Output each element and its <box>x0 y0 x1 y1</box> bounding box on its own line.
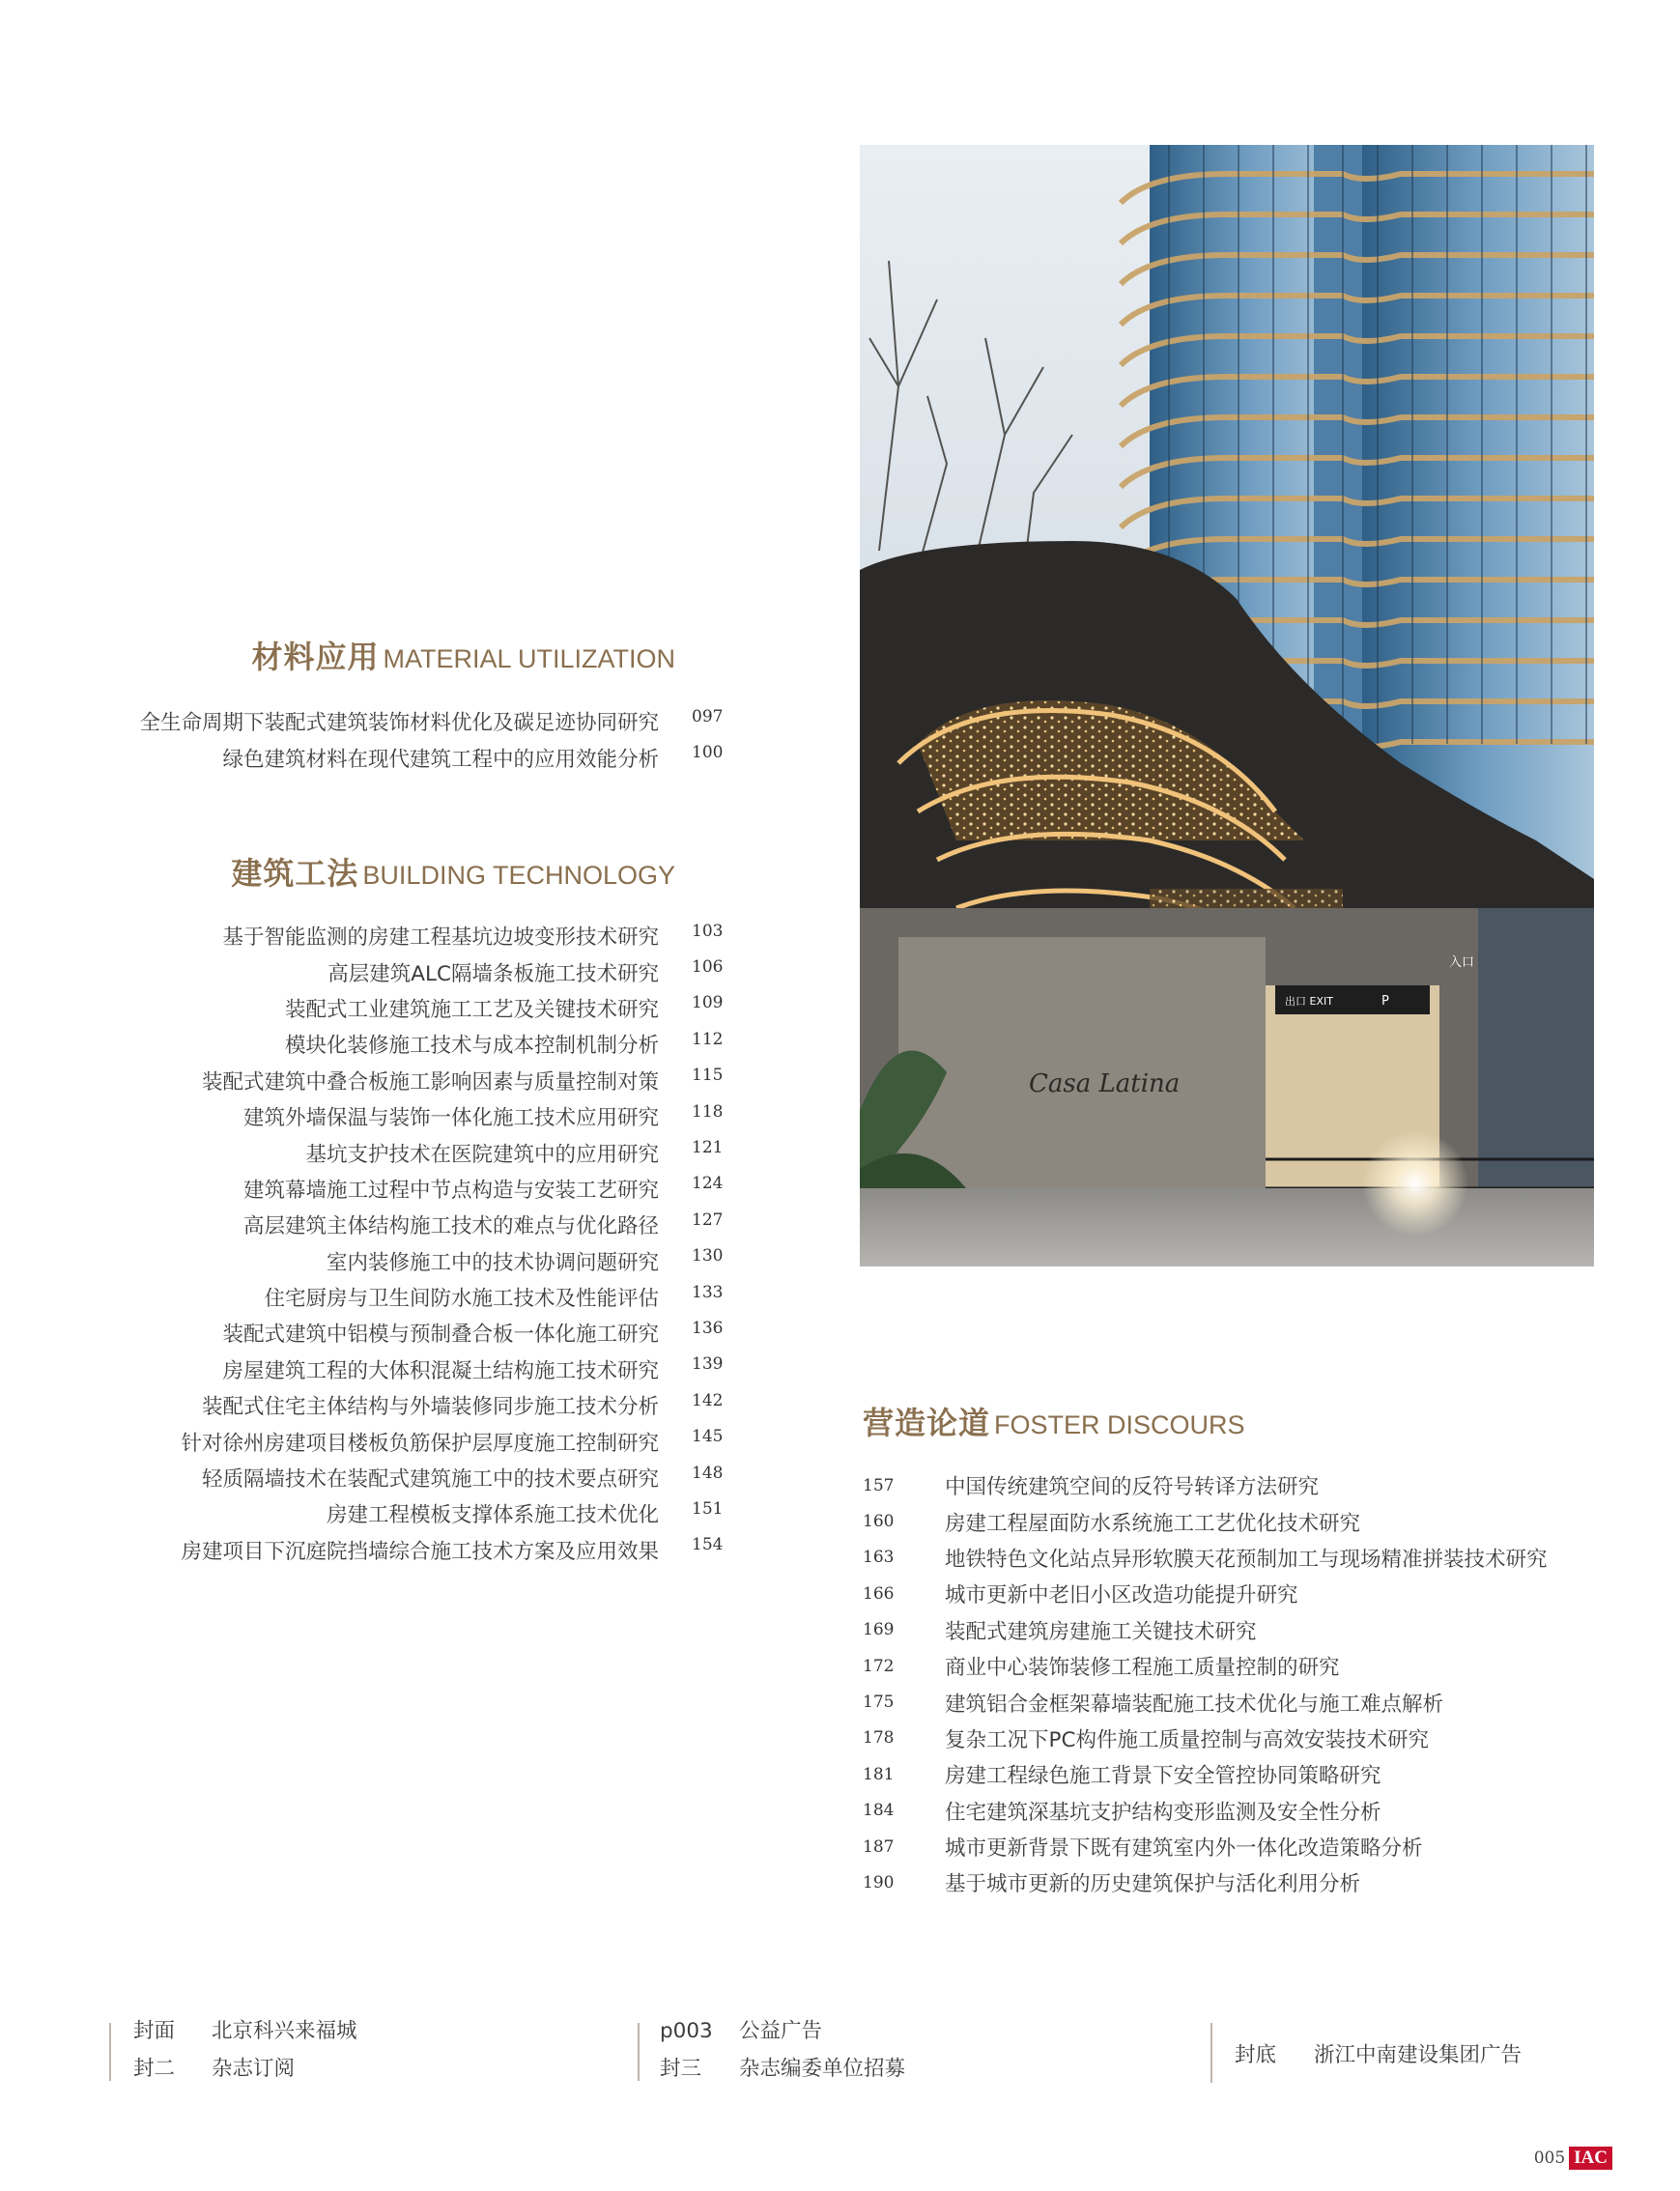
toc-entry[interactable] <box>863 1684 1548 1720</box>
toc-entry-title: 高层建筑主体结构施工技术的难点与优化路径 <box>242 1214 659 1239</box>
toc-entry-title: 基于智能监测的房建工程基坑边坡变形技术研究 <box>222 925 659 951</box>
toc-entry-title: 室内装修施工中的技术协调问题研究 <box>326 1250 659 1275</box>
toc-entry[interactable] <box>863 1756 1548 1792</box>
toc-entry-page: 169 <box>863 1620 895 1640</box>
toc-entry-title: 装配式工业建筑施工工艺及关键技术研究 <box>284 997 659 1022</box>
section-title-foster <box>863 1405 1245 1441</box>
section-title-en: BUILDING TECHNOLOGY <box>362 861 675 890</box>
toc-entry[interactable] <box>181 1495 730 1531</box>
toc-entry-page: 175 <box>863 1693 895 1713</box>
entrance-sign: 入口 <box>1449 955 1475 970</box>
footer-key: 封三 <box>660 2057 702 2081</box>
toc-entry[interactable] <box>181 1207 730 1242</box>
toc-entry-page: 151 <box>692 1498 724 1519</box>
footer-item <box>660 2059 905 2080</box>
toc-entry-title: 建筑幕墙施工过程中节点构造与安装工艺研究 <box>242 1178 659 1203</box>
footer-value: 杂志编委单位招募 <box>739 2057 906 2081</box>
toc-entry-page: 142 <box>692 1390 724 1410</box>
toc-entry-title: 基坑支护技术在医院建筑中的应用研究 <box>305 1142 659 1167</box>
toc-entry-page: 100 <box>692 743 724 763</box>
toc-entry-title: 建筑铝合金框架幕墙装配施工技术优化与施工难点解析 <box>945 1692 1444 1717</box>
toc-entry-title: 建筑外墙保温与装饰一体化施工技术应用研究 <box>242 1106 659 1131</box>
toc-entry[interactable] <box>863 1864 1548 1900</box>
toc-entry[interactable] <box>181 1243 730 1279</box>
toc-entry-page: 133 <box>692 1282 724 1302</box>
toc-entry-title: 住宅建筑深基坑支护结构变形监测及安全性分析 <box>945 1800 1381 1825</box>
footer-key: p003 <box>660 2019 713 2043</box>
section-title-cn: 营造论道 <box>863 1405 991 1441</box>
toc-entry-page: 184 <box>863 1801 895 1821</box>
toc-entry-page: 187 <box>863 1836 895 1857</box>
toc-entry[interactable] <box>139 703 730 739</box>
section-title-en: FOSTER DISCOURS <box>994 1410 1245 1439</box>
toc-entry[interactable] <box>863 1829 1548 1864</box>
toc-entry-title: 装配式建筑中叠合板施工影响因素与质量控制对策 <box>201 1069 659 1095</box>
toc-entry-title: 住宅厨房与卫生间防水施工技术及性能评估 <box>264 1287 659 1312</box>
footer-item <box>133 2021 357 2042</box>
toc-entry-title: 装配式住宅主体结构与外墙装修同步施工技术分析 <box>201 1395 659 1420</box>
toc-entry-page: 130 <box>692 1246 724 1266</box>
toc-list-building <box>181 918 730 1568</box>
toc-entry-title: 中国传统建筑空间的反符号转译方法研究 <box>945 1475 1320 1500</box>
toc-entry[interactable] <box>863 1467 1548 1503</box>
toc-entry[interactable] <box>863 1721 1548 1756</box>
toc-entry-page: 127 <box>692 1209 724 1230</box>
footer-divider <box>1210 2023 1212 2083</box>
section-title-en: MATERIAL UTILIZATION <box>383 644 675 673</box>
toc-entry-page: 178 <box>863 1728 895 1749</box>
section-title-cn: 材料应用 <box>251 639 380 675</box>
toc-entry[interactable] <box>863 1793 1548 1829</box>
toc-entry-page: 181 <box>863 1764 895 1784</box>
toc-entry[interactable] <box>181 1352 730 1387</box>
footer-divider <box>638 2023 640 2081</box>
toc-list-material <box>139 703 730 776</box>
toc-entry-title: 复杂工况下PC构件施工质量控制与高效安装技术研究 <box>945 1727 1429 1752</box>
toc-entry[interactable] <box>181 990 730 1026</box>
toc-entry-page: 157 <box>863 1475 895 1495</box>
toc-entry[interactable] <box>863 1612 1548 1648</box>
lobby-signage: Casa Latina <box>1029 1069 1181 1098</box>
toc-entry[interactable] <box>863 1648 1548 1684</box>
toc-entry-title: 针对徐州房建项目楼板负筋保护层厚度施工控制研究 <box>181 1431 659 1456</box>
toc-list-foster <box>863 1467 1548 1901</box>
toc-entry-page: 097 <box>692 706 724 726</box>
toc-entry[interactable] <box>863 1576 1548 1611</box>
toc-entry[interactable] <box>181 953 730 989</box>
toc-entry-page: 148 <box>692 1463 724 1483</box>
footer-item <box>1235 2045 1522 2066</box>
section-title-cn: 建筑工法 <box>231 855 359 892</box>
magazine-logo: IAC <box>1569 2147 1612 2170</box>
toc-entry-page: 106 <box>692 957 724 978</box>
footer-key: 封二 <box>133 2057 176 2081</box>
toc-entry[interactable] <box>181 1532 730 1568</box>
toc-entry-title: 装配式建筑房建施工关键技术研究 <box>945 1619 1257 1644</box>
exit-sign: 出口 EXIT <box>1285 995 1333 1008</box>
toc-entry[interactable] <box>181 1098 730 1134</box>
section-title-material <box>251 639 675 675</box>
building-photo-illustration <box>860 145 1594 1266</box>
cover-photo <box>860 145 1594 1266</box>
toc-entry[interactable] <box>863 1540 1548 1576</box>
toc-entry-title: 轻质隔墙技术在装配式建筑施工中的技术要点研究 <box>201 1467 659 1493</box>
toc-entry[interactable] <box>181 1279 730 1315</box>
toc-entry-page: 163 <box>863 1548 895 1568</box>
page-number-area <box>1534 2147 1612 2170</box>
toc-entry[interactable] <box>181 1134 730 1170</box>
toc-entry[interactable] <box>139 739 730 775</box>
footer-value: 北京科兴来福城 <box>212 2019 357 2043</box>
toc-entry-title: 高层建筑ALC隔墙条板施工技术研究 <box>327 961 659 986</box>
footer-item <box>133 2059 295 2080</box>
section-title-building <box>231 855 675 892</box>
footer-divider <box>109 2023 111 2081</box>
toc-entry[interactable] <box>181 1063 730 1098</box>
toc-entry-title: 房屋建筑工程的大体积混凝土结构施工技术研究 <box>222 1358 659 1383</box>
toc-entry[interactable] <box>181 1460 730 1495</box>
toc-entry-page: 103 <box>692 921 724 941</box>
toc-entry-page: 145 <box>692 1427 724 1447</box>
toc-entry-title: 房建工程模板支撑体系施工技术优化 <box>326 1503 659 1528</box>
toc-entry-title: 城市更新中老旧小区改造功能提升研究 <box>945 1583 1298 1608</box>
toc-entry-page: 172 <box>863 1656 895 1676</box>
parking-sign: P <box>1381 994 1389 1009</box>
footer-key: 封面 <box>133 2019 176 2043</box>
toc-entry-title: 全生命周期下装配式建筑装饰材料优化及碳足迹协同研究 <box>139 711 659 736</box>
toc-entry-page: 112 <box>692 1029 724 1049</box>
toc-entry-page: 118 <box>692 1101 724 1122</box>
toc-entry-title: 房建项目下沉庭院挡墙综合施工技术方案及应用效果 <box>181 1539 659 1564</box>
toc-entry-page: 109 <box>692 993 724 1013</box>
toc-entry-page: 124 <box>692 1174 724 1194</box>
toc-entry-page: 139 <box>692 1354 724 1375</box>
toc-entry-title: 基于城市更新的历史建筑保护与活化利用分析 <box>945 1872 1361 1897</box>
toc-entry-title: 地铁特色文化站点异形软膜天花预制加工与现场精准拼装技术研究 <box>945 1547 1548 1572</box>
toc-entry-title: 装配式建筑中铝模与预制叠合板一体化施工研究 <box>222 1323 659 1348</box>
toc-entry-page: 121 <box>692 1138 724 1158</box>
toc-entry-title: 商业中心装饰装修工程施工质量控制的研究 <box>945 1656 1340 1681</box>
footer-value: 公益广告 <box>739 2019 823 2043</box>
toc-entry-title: 绿色建筑材料在现代建筑工程中的应用效能分析 <box>222 747 659 772</box>
toc-entry-page: 166 <box>863 1583 895 1604</box>
toc-entry[interactable] <box>181 918 730 953</box>
toc-entry-title: 房建工程绿色施工背景下安全管控协同策略研究 <box>945 1764 1381 1789</box>
footer-value: 杂志订阅 <box>212 2057 296 2081</box>
toc-entry[interactable] <box>181 1026 730 1062</box>
toc-entry-page: 115 <box>692 1066 724 1086</box>
footer-item <box>660 2021 822 2042</box>
page-number: 005 <box>1533 2148 1566 2168</box>
toc-entry-title: 房建工程屋面防水系统施工工艺优化技术研究 <box>945 1511 1361 1536</box>
toc-entry-title: 模块化装修施工技术与成本控制机制分析 <box>284 1034 659 1059</box>
toc-entry[interactable] <box>863 1503 1548 1539</box>
toc-entry[interactable] <box>181 1171 730 1207</box>
toc-entry[interactable] <box>181 1423 730 1459</box>
toc-entry[interactable] <box>181 1315 730 1351</box>
toc-entry[interactable] <box>181 1387 730 1423</box>
footer-value: 浙江中南建设集团广告 <box>1314 2043 1523 2067</box>
toc-entry-page: 160 <box>863 1512 895 1532</box>
toc-entry-page: 154 <box>692 1535 724 1555</box>
toc-entry-page: 190 <box>863 1872 895 1892</box>
toc-entry-page: 136 <box>692 1318 724 1338</box>
footer-key: 封底 <box>1235 2043 1277 2067</box>
toc-entry-title: 城市更新背景下既有建筑室内外一体化改造策略分析 <box>945 1836 1423 1862</box>
